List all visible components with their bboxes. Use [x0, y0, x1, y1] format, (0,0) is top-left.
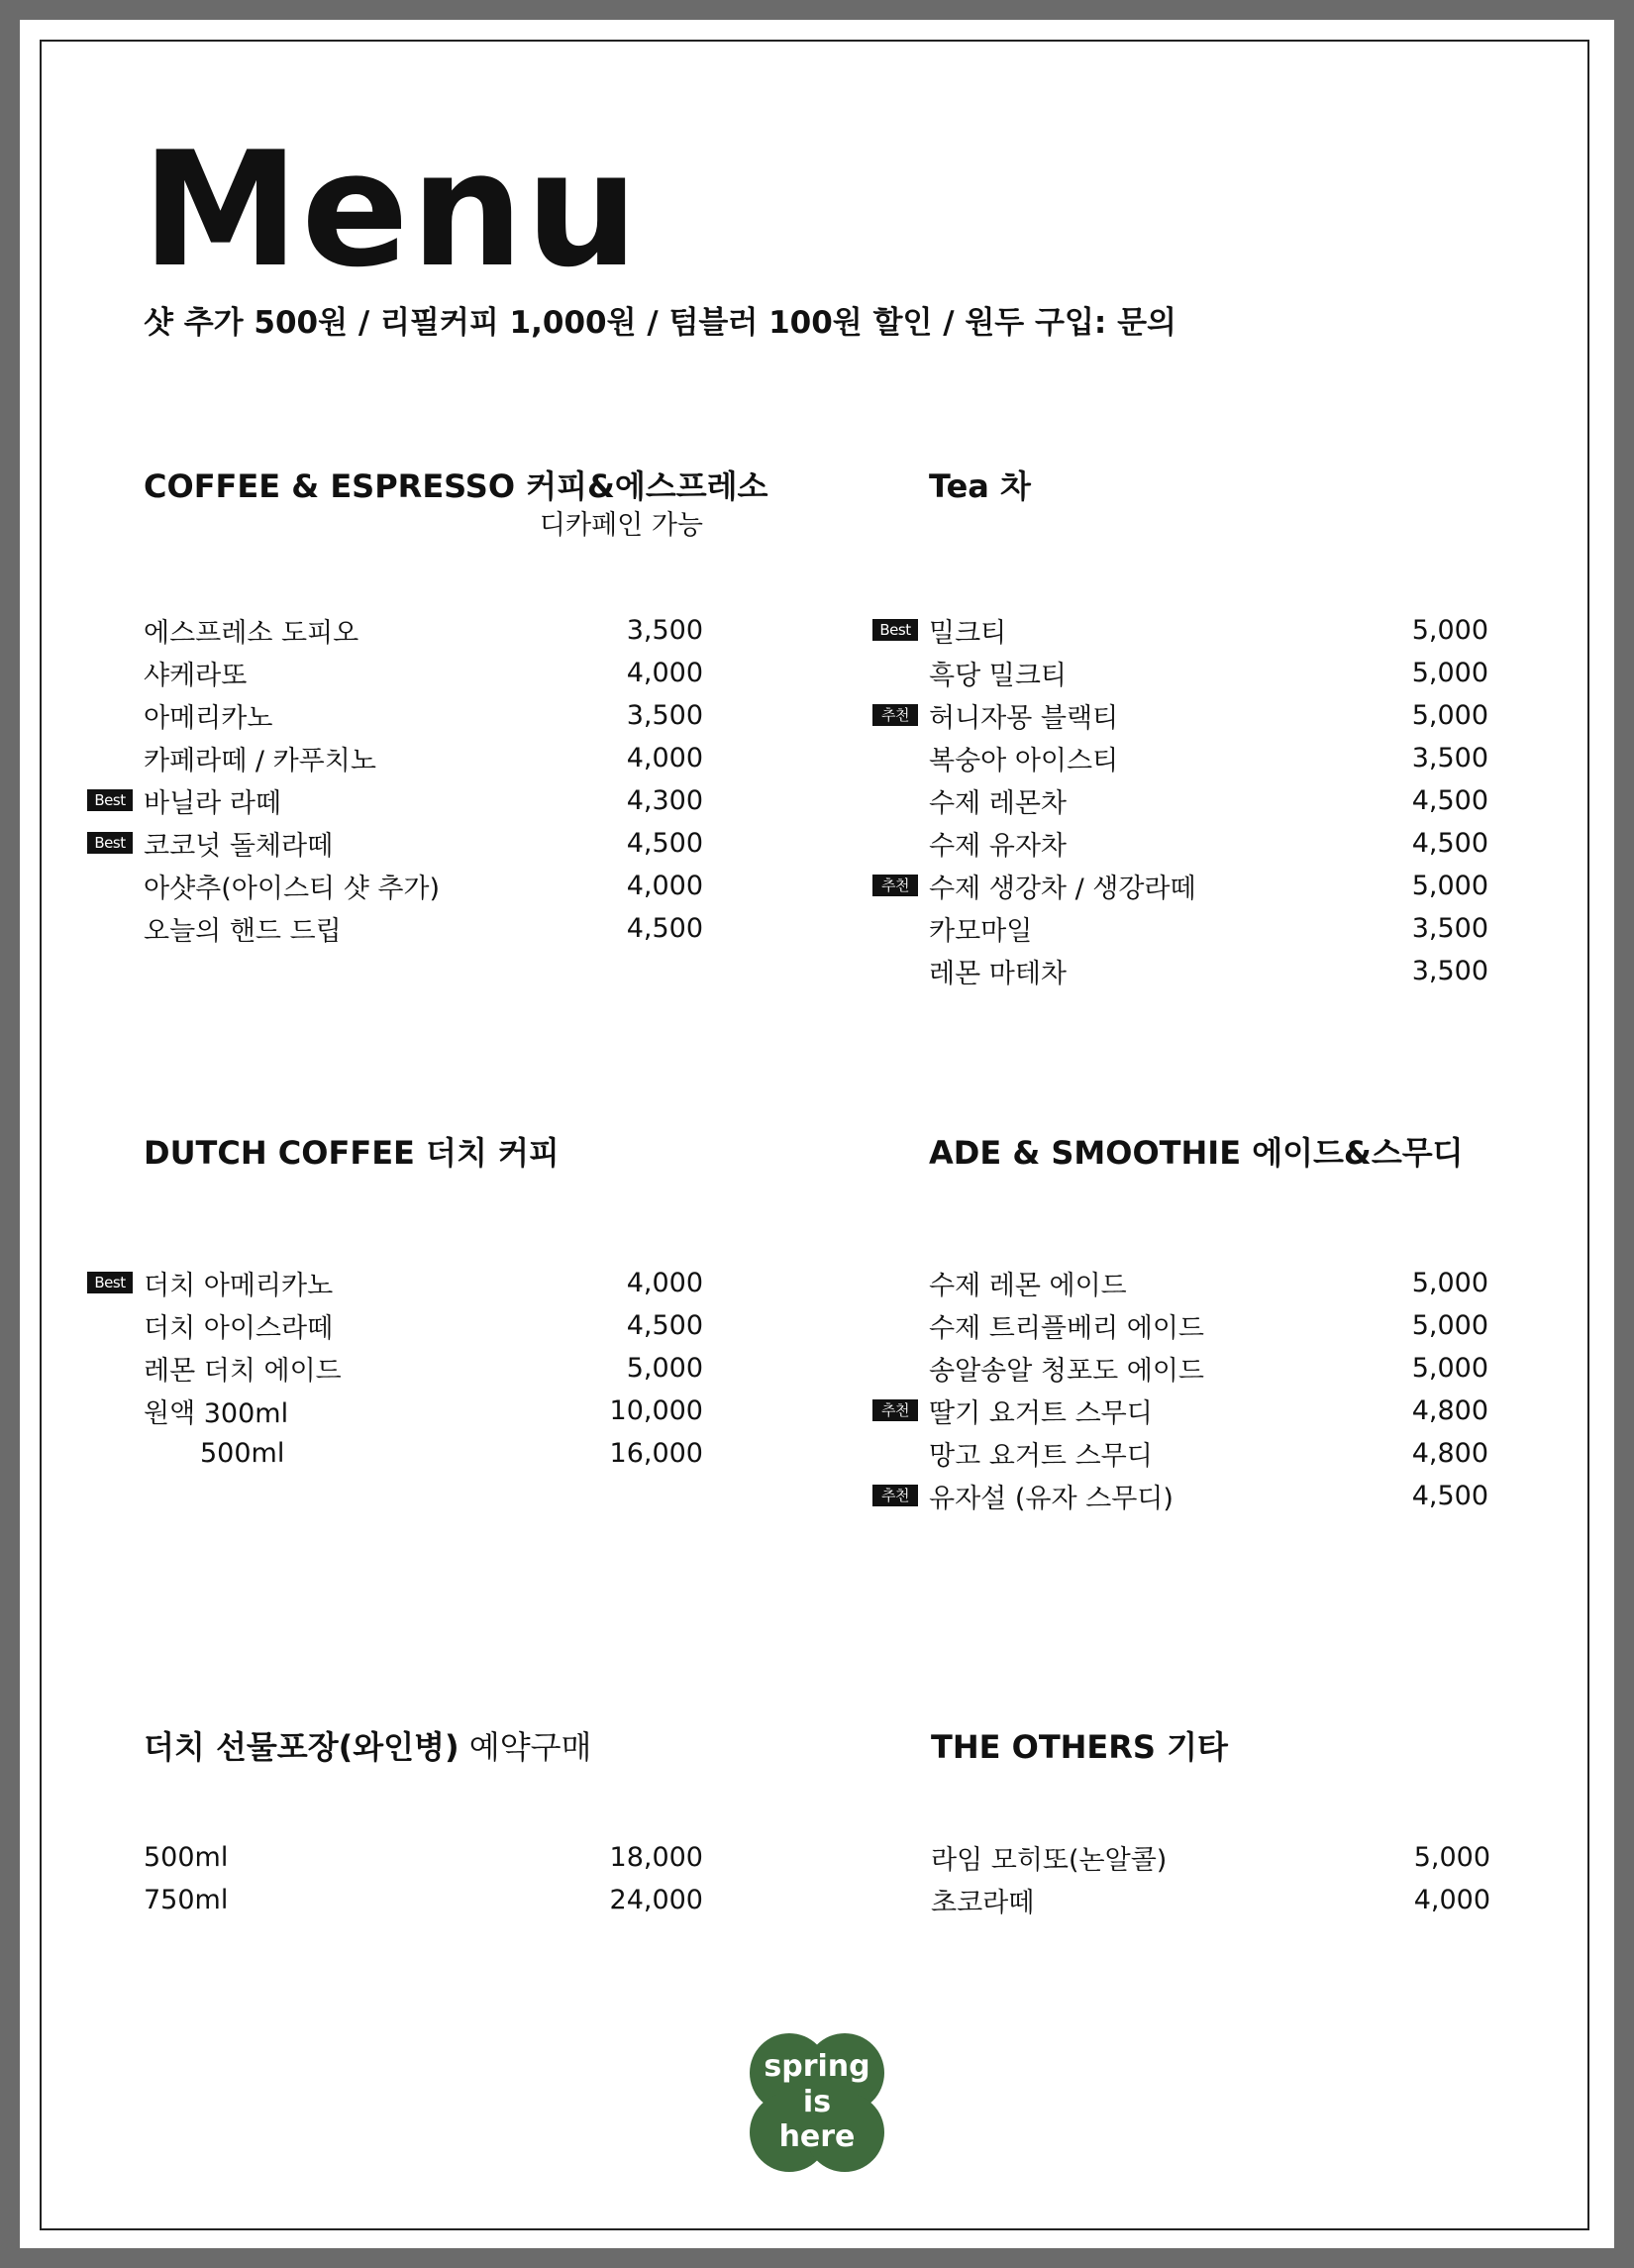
section-ade	[881, 1133, 1488, 1514]
section-tea	[879, 466, 1488, 989]
menu-item-price: 3,500	[1411, 743, 1488, 773]
menu-item	[144, 865, 703, 907]
menu-item-price: 5,000	[1411, 615, 1488, 646]
menu-item-name: 더치 아이스라떼	[144, 1313, 334, 1344]
menu-item-name: 코코넛 돌체라떼	[144, 831, 334, 862]
menu-item-name: 750ml	[144, 1885, 229, 1915]
menu-item-name: 카모마일	[929, 916, 1033, 947]
menu-item	[929, 1432, 1488, 1475]
menu-item-price: 5,000	[1411, 700, 1488, 731]
menu-item-price: 4,500	[626, 828, 703, 859]
section-title-light: 예약구매	[459, 1728, 592, 1766]
menu-item	[94, 1262, 703, 1304]
menu-item	[929, 907, 1488, 950]
logo-text-line3: here	[778, 2119, 856, 2154]
menu-item-name: 라임 모히또(논알콜)	[931, 1845, 1168, 1876]
menu-item-name: 허니자몽 블랙티	[929, 703, 1119, 734]
menu-item-name: 수제 생강차 / 생강라떼	[929, 874, 1196, 904]
menu-item-price: 3,500	[1411, 913, 1488, 944]
menu-item	[881, 1390, 1488, 1432]
menu-item	[94, 822, 703, 865]
menu-item-price: 4,000	[626, 871, 703, 901]
menu-item	[144, 1347, 703, 1390]
menu-item-name: 아메리카노	[144, 703, 273, 734]
menu-item	[931, 1879, 1490, 1921]
menu-item-price: 4,500	[1411, 1481, 1488, 1511]
menu-item	[144, 1879, 703, 1921]
coffee-list	[94, 609, 703, 950]
menu-item	[144, 1836, 703, 1879]
logo-text-line2: is	[802, 2085, 832, 2119]
recommend-badge: 추천	[872, 1399, 918, 1421]
section-title: COFFEE & ESPRESSO 커피&에스프레소	[144, 467, 768, 505]
menu-item-price: 10,000	[609, 1395, 703, 1426]
menu-item-price: 3,500	[1411, 956, 1488, 986]
menu-item-name: 복숭아 아이스티	[929, 746, 1119, 776]
dutch-list	[94, 1262, 703, 1475]
section-title: DUTCH COFFEE 더치 커피	[144, 1134, 560, 1172]
menu-item-name: 수제 레몬 에이드	[929, 1271, 1127, 1301]
menu-item-price: 4,800	[1411, 1395, 1488, 1426]
menu-item-name: 유자설 (유자 스무디)	[929, 1484, 1174, 1514]
menu-item-price: 3,500	[626, 700, 703, 731]
best-badge: Best	[87, 1272, 133, 1293]
menu-item-price: 5,000	[1413, 1842, 1490, 1873]
menu-item-price: 4,500	[626, 913, 703, 944]
page-title: Menu	[142, 117, 641, 302]
menu-item-name: 500ml	[200, 1438, 285, 1469]
menu-item-price: 5,000	[1411, 1353, 1488, 1384]
menu-item-price: 4,000	[626, 658, 703, 688]
menu-item-price: 5,000	[626, 1353, 703, 1384]
menu-item	[929, 1262, 1488, 1304]
section-coffee	[94, 466, 768, 947]
menu-item-name: 송알송알 청포도 에이드	[929, 1356, 1204, 1387]
menu-item	[929, 1347, 1488, 1390]
menu-item-price: 5,000	[1411, 658, 1488, 688]
menu-item	[929, 822, 1488, 865]
menu-item	[144, 694, 703, 737]
decaf-note: 디카페인 가능	[539, 510, 703, 541]
section-title-bold: 더치 선물포장(와인병)	[144, 1728, 460, 1766]
menu-item	[929, 950, 1488, 992]
best-badge: Best	[87, 832, 133, 854]
menu-item	[881, 1475, 1488, 1517]
menu-item-price: 5,000	[1411, 1268, 1488, 1298]
recommend-badge: 추천	[872, 1485, 918, 1506]
menu-item-name: 더치 아메리카노	[144, 1271, 334, 1301]
menu-item	[929, 1304, 1488, 1347]
logo-text-line1: spring	[764, 2049, 870, 2084]
menu-item-name: 카페라떼 / 카푸치노	[144, 746, 376, 776]
menu-item-price: 24,000	[609, 1885, 703, 1915]
menu-item	[144, 1304, 703, 1347]
menu-item	[144, 1432, 703, 1475]
menu-item-price: 3,500	[626, 615, 703, 646]
menu-item-name: 원액 300ml	[144, 1398, 289, 1429]
menu-item-price: 4,500	[626, 1310, 703, 1341]
menu-item	[144, 652, 703, 694]
menu-item-name: 수제 유자차	[929, 831, 1067, 862]
recommend-badge: 추천	[872, 875, 918, 896]
menu-item-name: 레몬 더치 에이드	[144, 1356, 342, 1387]
menu-item-name: 망고 요거트 스무디	[929, 1441, 1153, 1472]
best-badge: Best	[872, 619, 918, 641]
section-others	[931, 1727, 1490, 1918]
menu-item	[929, 779, 1488, 822]
menu-notice: 샷 추가 500원 / 리필커피 1,000원 / 텀블러 100원 할인 / 원두 구입: 문의	[144, 305, 1177, 341]
menu-item-price: 4,500	[1411, 785, 1488, 816]
ade-list	[881, 1262, 1488, 1517]
menu-item-name: 오늘의 핸드 드립	[144, 916, 342, 947]
menu-item-price: 5,000	[1411, 1310, 1488, 1341]
section-title	[144, 1727, 703, 1767]
menu-item	[929, 737, 1488, 779]
menu-item-name: 수제 레몬차	[929, 788, 1067, 819]
spring-is-here-logo	[738, 2023, 896, 2182]
menu-item	[144, 737, 703, 779]
menu-item	[144, 1390, 703, 1432]
section-title: THE OTHERS 기타	[931, 1728, 1228, 1766]
menu-item-name: 샤케라또	[144, 661, 248, 691]
menu-item-price: 4,500	[1411, 828, 1488, 859]
best-badge: Best	[87, 789, 133, 811]
menu-item-price: 4,000	[626, 743, 703, 773]
menu-item	[881, 694, 1488, 737]
menu-item-price: 4,000	[1413, 1885, 1490, 1915]
section-gift	[144, 1727, 703, 1915]
menu-item-name: 바닐라 라떼	[144, 788, 281, 819]
menu-item-price: 4,000	[626, 1268, 703, 1298]
menu-item-price: 18,000	[609, 1842, 703, 1873]
menu-item-name: 500ml	[144, 1842, 229, 1873]
section-title: ADE & SMOOTHIE 에이드&스무디	[929, 1134, 1464, 1172]
menu-item	[94, 779, 703, 822]
menu-item-price: 16,000	[609, 1438, 703, 1469]
menu-item-name: 아샷추(아이스티 샷 추가)	[144, 874, 441, 904]
section-dutch	[94, 1133, 703, 1469]
menu-item-price: 4,800	[1411, 1438, 1488, 1469]
menu-item-name: 딸기 요거트 스무디	[929, 1398, 1153, 1429]
gift-list	[144, 1836, 703, 1921]
menu-item-name: 흑당 밀크티	[929, 661, 1067, 691]
menu-item-name: 에스프레소 도피오	[144, 618, 359, 649]
menu-item	[929, 652, 1488, 694]
menu-item-price: 5,000	[1411, 871, 1488, 901]
menu-item-price: 4,300	[626, 785, 703, 816]
menu-item	[931, 1836, 1490, 1879]
menu-item	[144, 609, 703, 652]
recommend-badge: 추천	[872, 704, 918, 726]
menu-item-name: 밀크티	[929, 618, 1007, 649]
others-list	[931, 1836, 1490, 1921]
menu-item	[881, 865, 1488, 907]
menu-item-name: 수제 트리플베리 에이드	[929, 1313, 1204, 1344]
menu-item-name: 레몬 마테차	[929, 959, 1067, 989]
tea-list	[879, 609, 1488, 992]
menu-item-name: 초코라떼	[931, 1888, 1035, 1918]
menu-item	[144, 907, 703, 950]
section-title: Tea 차	[929, 467, 1031, 505]
menu-item	[879, 609, 1488, 652]
